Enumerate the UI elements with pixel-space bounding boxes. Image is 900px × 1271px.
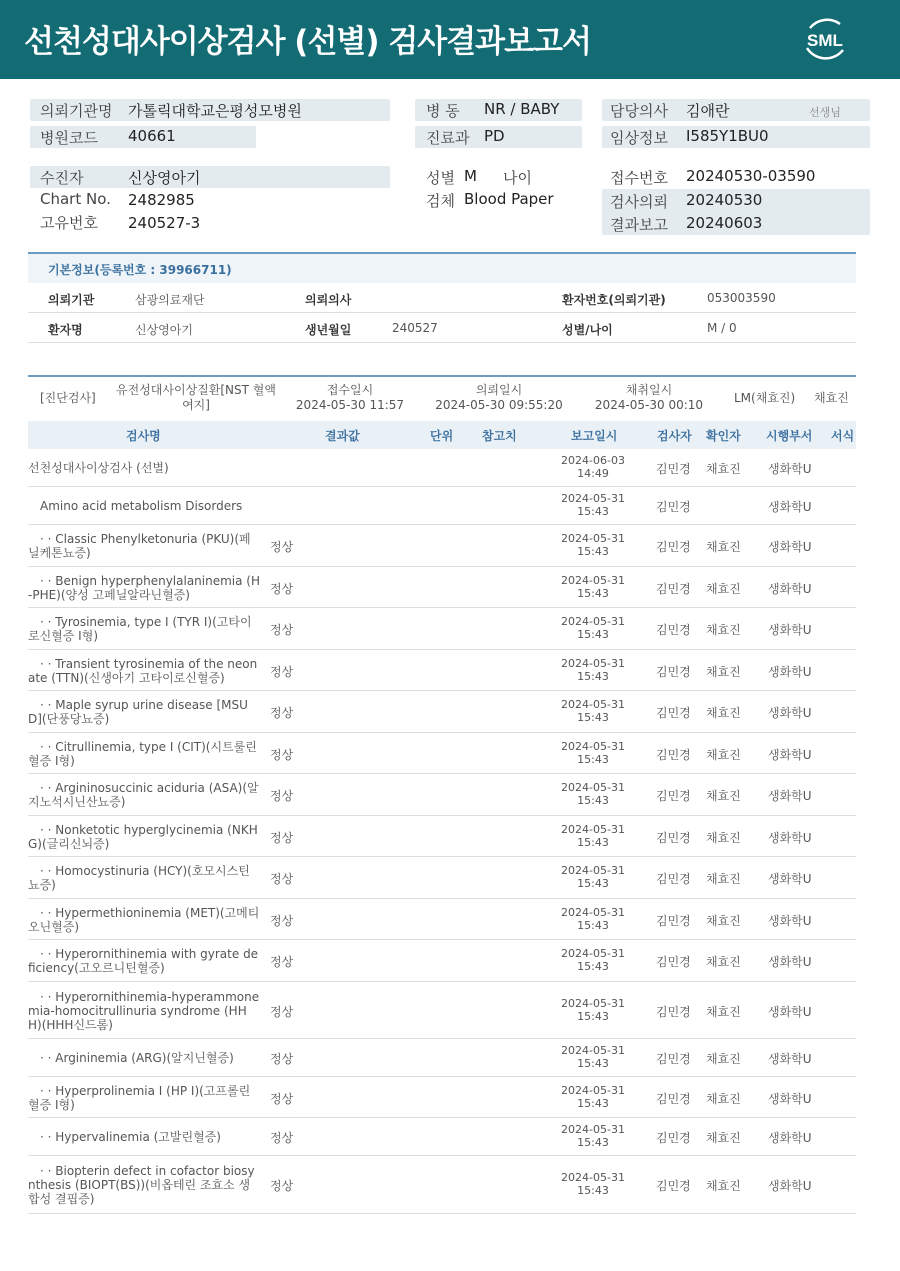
ward-label: 병 동 xyxy=(426,102,460,120)
report-datetime xyxy=(558,781,628,807)
report-datetime xyxy=(558,997,628,1023)
confirmer-name: 채효진 xyxy=(706,1179,741,1193)
table-row xyxy=(28,1039,856,1077)
test-name: · · Homocystinuria (HCY)(호모시스틴뇨증) xyxy=(28,864,250,892)
report-datetime xyxy=(558,1171,628,1197)
table-row xyxy=(28,733,856,774)
checker-name: 김민경 xyxy=(656,872,691,886)
report-date: 2024-05-31 xyxy=(561,574,625,587)
patient-field xyxy=(30,166,390,188)
department-name: 생화학U xyxy=(768,665,812,679)
report-date-label: 결과보고 xyxy=(610,216,668,234)
report-datetime xyxy=(558,574,628,600)
report-datetime xyxy=(558,823,628,849)
checker-name: 김민경 xyxy=(656,914,691,928)
result-value: 정상 xyxy=(270,955,294,969)
report-date: 2024-05-31 xyxy=(561,947,625,960)
req-org-value: 가톨릭대학교은평성모병원 xyxy=(128,102,302,120)
confirmer-name: 채효진 xyxy=(706,462,741,476)
doctor-label: 담당의사 xyxy=(610,102,668,120)
dob-label: 생년월일 xyxy=(305,323,352,337)
checker-name: 김민경 xyxy=(656,1092,691,1106)
report-date: 2024-05-31 xyxy=(561,997,625,1010)
requested-block xyxy=(434,383,564,413)
checker-name: 김민경 xyxy=(656,831,691,845)
confirmer-name: 채효진 xyxy=(706,582,741,596)
report-datetime xyxy=(558,864,628,890)
basic-row-1 xyxy=(28,283,856,313)
table-row xyxy=(28,857,856,899)
report-date: 2024-05-31 xyxy=(561,1084,625,1097)
report-time: 15:43 xyxy=(577,1010,609,1023)
result-value: 정상 xyxy=(270,623,294,637)
report-time: 15:43 xyxy=(577,628,609,641)
name-label: 환자명 xyxy=(48,323,83,337)
lm-label: LM(채효진) xyxy=(734,391,796,405)
result-value: 정상 xyxy=(270,748,294,762)
report-datetime xyxy=(558,698,628,724)
collector-name: 채효진 xyxy=(814,391,849,405)
table-row xyxy=(28,774,856,816)
report-time: 15:43 xyxy=(577,587,609,600)
test-name: · · Citrullinemia, type I (CIT)(시트룰린혈증 I형) xyxy=(28,740,257,768)
chart-label: Chart No. xyxy=(40,190,111,208)
department-name: 생화학U xyxy=(768,872,812,886)
patient-no-label: 환자번호(의뢰기관) xyxy=(562,293,666,307)
doctor-note: 선생님 xyxy=(809,106,841,119)
report-time: 15:43 xyxy=(577,794,609,807)
col-report-date: 보고일시 xyxy=(571,429,618,443)
test-name: · · Biopterin defect in cofactor biosynthesis (BIOPT(BS))(비옵테린 조효소 생합성 결핍증) xyxy=(28,1164,255,1206)
department-name: 생화학U xyxy=(768,1179,812,1193)
logo-text: SML xyxy=(807,31,843,50)
specimen-value: Blood Paper xyxy=(464,190,554,208)
result-value: 정상 xyxy=(270,1131,294,1145)
confirmer-name: 채효진 xyxy=(706,1052,741,1066)
report-date: 2024-05-31 xyxy=(561,698,625,711)
table-row xyxy=(28,1156,856,1214)
test-name: · · Hyperornithinemia with gyrate deficiency(고오르니틴혈증) xyxy=(28,947,259,975)
result-value: 정상 xyxy=(270,831,294,845)
confirmer-name: 채효진 xyxy=(706,831,741,845)
col-confirmer: 확인자 xyxy=(706,429,741,443)
received-value: 2024-05-30 11:57 xyxy=(295,398,405,412)
checker-name: 김민경 xyxy=(656,623,691,637)
org-value: 삼광의료재단 xyxy=(135,293,205,307)
department-name: 생화학U xyxy=(768,706,812,720)
department-name: 생화학U xyxy=(768,831,812,845)
col-unit: 단위 xyxy=(430,429,454,443)
test-name: · · Nonketotic hyperglycinemia (NKHG)(글리신뇌증) xyxy=(28,823,258,851)
department-name: 생화학U xyxy=(768,500,812,514)
department-name: 생화학U xyxy=(768,1052,812,1066)
table-row xyxy=(28,940,856,982)
test-name: Amino acid metabolism Disorders xyxy=(28,499,243,513)
result-value: 정상 xyxy=(270,1005,294,1019)
test-name: · · Argininemia (ARG)(알지닌혈증) xyxy=(28,1051,234,1065)
table-row xyxy=(28,525,856,567)
basic-info-header xyxy=(28,252,856,283)
req-date-value: 20240530 xyxy=(686,191,763,209)
received-label: 접수일시 xyxy=(326,383,374,397)
hosp-code-value: 40661 xyxy=(128,127,176,145)
org-label: 의뢰기관 xyxy=(48,293,95,307)
confirmer-name: 채효진 xyxy=(706,540,741,554)
report-datetime xyxy=(558,615,628,641)
report-time: 15:43 xyxy=(577,711,609,724)
sex-label: 성별 xyxy=(426,169,455,187)
col-department: 시행부서 xyxy=(766,429,813,443)
confirmer-name: 채효진 xyxy=(706,789,741,803)
report-date: 2024-05-31 xyxy=(561,740,625,753)
report-date: 2024-05-31 xyxy=(561,492,625,505)
req-date-label: 검사의뢰 xyxy=(610,193,668,211)
doctor-value: 김애란 xyxy=(686,102,730,120)
chart-value: 2482985 xyxy=(128,191,195,209)
report-title: 선천성대사이상검사 (선별) 검사결과보고서 xyxy=(24,24,591,60)
department-name: 생화학U xyxy=(768,955,812,969)
clinical-label: 임상정보 xyxy=(610,129,668,147)
test-name: · · Tyrosinemia, type I (TYR I)(고타이로신혈증 I형) xyxy=(28,615,252,643)
collected-block xyxy=(592,383,706,413)
table-row xyxy=(28,449,856,487)
checker-name: 김민경 xyxy=(656,1179,691,1193)
unique-value: 240527-3 xyxy=(128,214,201,232)
report-time: 15:43 xyxy=(577,1057,609,1070)
ward-value: NR / BABY xyxy=(484,100,560,118)
department-name: 생화학U xyxy=(768,1092,812,1106)
receipt-value: 20240530-03590 xyxy=(686,167,816,185)
department-name: 생화학U xyxy=(768,914,812,928)
test-name: · · Hyperprolinemia I (HP I)(고프롤린혈증 I형) xyxy=(28,1084,251,1112)
confirmer-name: 채효진 xyxy=(706,1092,741,1106)
report-time: 15:43 xyxy=(577,1184,609,1197)
report-date: 2024-05-31 xyxy=(561,1044,625,1057)
report-datetime xyxy=(558,1044,628,1070)
test-name: · · Maple syrup urine disease [MSUD](단풍당뇨증) xyxy=(28,698,248,726)
checker-name: 김민경 xyxy=(656,706,691,720)
test-name: · · Hypervalinemia (고발린혈증) xyxy=(28,1130,221,1144)
table-row xyxy=(28,650,856,691)
checker-name: 김민경 xyxy=(656,748,691,762)
report-time: 15:43 xyxy=(577,670,609,683)
report-datetime xyxy=(558,740,628,766)
department-name: 생화학U xyxy=(768,1005,812,1019)
confirmer-name: 채효진 xyxy=(706,1005,741,1019)
col-format: 서식 xyxy=(831,429,855,443)
specimen-category: [진단검사] xyxy=(40,391,96,405)
table-row xyxy=(28,691,856,733)
confirmer-name: 채효진 xyxy=(706,665,741,679)
table-row xyxy=(28,982,856,1039)
sex-age-value: M / 0 xyxy=(707,321,737,335)
report-date: 2024-05-31 xyxy=(561,864,625,877)
basic-info-title: 기본정보(등록번호 : 39966711) xyxy=(48,263,232,277)
report-datetime xyxy=(558,532,628,558)
collected-value: 2024-05-30 00:10 xyxy=(594,398,704,412)
report-date-value: 20240603 xyxy=(686,214,763,232)
report-time: 14:49 xyxy=(577,467,609,480)
sml-logo xyxy=(798,12,852,66)
basic-row-2 xyxy=(28,313,856,343)
col-checker: 검사자 xyxy=(657,429,692,443)
sex-value: M xyxy=(464,167,477,185)
receipt-label: 접수번호 xyxy=(610,169,668,187)
req-org-label: 의뢰기관명 xyxy=(40,102,113,120)
specimen-label: 검체 xyxy=(426,192,455,210)
checker-name: 김민경 xyxy=(656,500,691,514)
table-row xyxy=(28,567,856,608)
test-name: · · Transient tyrosinemia of the neonate (TTN)(신생아기 고타이로신혈증) xyxy=(28,657,258,685)
report-date: 2024-05-31 xyxy=(561,906,625,919)
report-date: 2024-05-31 xyxy=(561,1123,625,1136)
result-value: 정상 xyxy=(270,1052,294,1066)
test-name: · · Benign hyperphenylalaninemia (H-PHE)(양성 고페닐알라닌혈증) xyxy=(28,574,261,602)
checker-name: 김민경 xyxy=(656,1005,691,1019)
result-value: 정상 xyxy=(270,1092,294,1106)
report-datetime xyxy=(558,454,628,480)
confirmer-name: 채효진 xyxy=(706,955,741,969)
report-date: 2024-06-03 xyxy=(561,454,625,467)
report-time: 15:43 xyxy=(577,919,609,932)
department-name: 생화학U xyxy=(768,1131,812,1145)
report-datetime xyxy=(558,1123,628,1149)
col-test-name: 검사명 xyxy=(126,429,161,443)
confirmer-name: 채효진 xyxy=(706,1131,741,1145)
col-reference: 참고치 xyxy=(482,429,517,443)
confirmer-name: 채효진 xyxy=(706,623,741,637)
checker-name: 김민경 xyxy=(656,1131,691,1145)
hosp-code-label: 병원코드 xyxy=(40,129,98,147)
result-value: 정상 xyxy=(270,665,294,679)
report-date: 2024-05-31 xyxy=(561,823,625,836)
checker-name: 김민경 xyxy=(656,789,691,803)
dept-label: 진료과 xyxy=(426,129,470,147)
specimen-test xyxy=(116,383,276,413)
report-time: 15:43 xyxy=(577,836,609,849)
report-date: 2024-05-31 xyxy=(561,1171,625,1184)
report-date: 2024-05-31 xyxy=(561,615,625,628)
department-name: 생화학U xyxy=(768,540,812,554)
checker-name: 김민경 xyxy=(656,955,691,969)
collected-label: 채취일시 xyxy=(625,383,673,397)
patient-no-value: 053003590 xyxy=(707,291,776,305)
test-name: 선천성대사이상검사 (선별) xyxy=(28,461,169,475)
report-time: 15:43 xyxy=(577,960,609,973)
report-time: 15:43 xyxy=(577,1097,609,1110)
age-label: 나이 xyxy=(503,169,532,187)
result-value: 정상 xyxy=(270,1179,294,1193)
table-row xyxy=(28,487,856,525)
report-datetime xyxy=(558,657,628,683)
report-time: 15:43 xyxy=(577,877,609,890)
requested-label: 의뢰일시 xyxy=(475,383,523,397)
table-row xyxy=(28,608,856,650)
report-time: 15:43 xyxy=(577,753,609,766)
test-name: · · Classic Phenylketonuria (PKU)(페닐케톤뇨증) xyxy=(28,532,251,560)
department-name: 생화학U xyxy=(768,462,812,476)
col-result: 결과값 xyxy=(325,429,360,443)
result-value: 정상 xyxy=(270,540,294,554)
department-name: 생화학U xyxy=(768,748,812,762)
table-row xyxy=(28,816,856,857)
result-value: 정상 xyxy=(270,914,294,928)
table-row xyxy=(28,1118,856,1156)
requested-value: 2024-05-30 09:55:20 xyxy=(435,398,563,412)
report-time: 15:43 xyxy=(577,1136,609,1149)
confirmer-name: 채효진 xyxy=(706,706,741,720)
checker-name: 김민경 xyxy=(656,540,691,554)
department-name: 생화학U xyxy=(768,623,812,637)
result-value: 정상 xyxy=(270,789,294,803)
patient-value: 신상영아기 xyxy=(128,169,201,187)
checker-name: 김민경 xyxy=(656,1052,691,1066)
received-block xyxy=(294,383,406,413)
result-value: 정상 xyxy=(270,582,294,596)
sex-age-label: 성별/나이 xyxy=(562,323,613,337)
report-datetime xyxy=(558,947,628,973)
table-row xyxy=(28,1077,856,1118)
req-doctor-label: 의뢰의사 xyxy=(305,293,352,307)
name-value: 신상영아기 xyxy=(135,323,193,337)
confirmer-name: 채효진 xyxy=(706,872,741,886)
patient-label: 수진자 xyxy=(40,169,84,187)
confirmer-name: 채효진 xyxy=(706,914,741,928)
specimen-test-line1: 유전성대사이상질환[NST 혈액 xyxy=(116,383,276,397)
report-date: 2024-05-31 xyxy=(561,532,625,545)
dept-value: PD xyxy=(484,127,505,145)
test-name: · · Hypermethioninemia (MET)(고메티오닌혈증) xyxy=(28,906,260,934)
confirmer-name: 채효진 xyxy=(706,748,741,762)
report-datetime xyxy=(558,492,628,518)
dob-value: 240527 xyxy=(392,321,438,335)
specimen-header xyxy=(28,375,856,420)
report-header xyxy=(0,0,900,79)
checker-name: 김민경 xyxy=(656,462,691,476)
report-datetime xyxy=(558,906,628,932)
table-row xyxy=(28,899,856,940)
result-value: 정상 xyxy=(270,872,294,886)
results-table-header xyxy=(28,421,856,449)
report-time: 15:43 xyxy=(577,505,609,518)
department-name: 생화학U xyxy=(768,582,812,596)
checker-name: 김민경 xyxy=(656,665,691,679)
result-value: 정상 xyxy=(270,706,294,720)
report-date: 2024-05-31 xyxy=(561,657,625,670)
report-datetime xyxy=(558,1084,628,1110)
test-name: · · Hyperornithinemia-hyperammonemia-homocitrullinuria syndrome (HHH)(HHH신드롬) xyxy=(28,990,260,1032)
unique-label: 고유번호 xyxy=(40,214,98,232)
specimen-test-line2: 여지] xyxy=(182,398,210,412)
test-name: · · Argininosuccinic aciduria (ASA)(알지노석시닌산뇨증) xyxy=(28,781,259,809)
department-name: 생화학U xyxy=(768,789,812,803)
checker-name: 김민경 xyxy=(656,582,691,596)
report-time: 15:43 xyxy=(577,545,609,558)
clinical-value: I585Y1BU0 xyxy=(686,127,769,145)
report-date: 2024-05-31 xyxy=(561,781,625,794)
